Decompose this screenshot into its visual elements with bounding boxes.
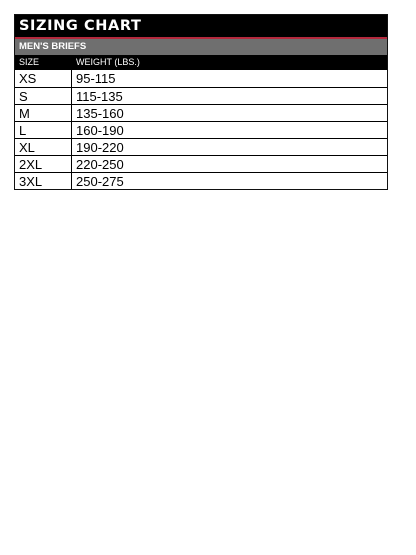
table-row xyxy=(15,87,387,104)
table-row xyxy=(15,121,387,138)
table-row xyxy=(15,155,387,172)
table-row xyxy=(15,172,387,189)
size-column-header: SIZE xyxy=(15,55,72,70)
size-rows xyxy=(15,70,387,189)
size-cell: S xyxy=(15,88,72,104)
column-header-row xyxy=(15,55,387,70)
weight-cell: 220-250 xyxy=(76,157,124,172)
weight-column-header: WEIGHT (LBS.) xyxy=(76,57,140,67)
table-row xyxy=(15,104,387,121)
table-row xyxy=(15,70,387,87)
size-cell: XS xyxy=(15,70,72,87)
weight-cell: 190-220 xyxy=(76,140,124,155)
chart-title: SIZING CHART xyxy=(15,15,387,39)
weight-cell: 160-190 xyxy=(76,123,124,138)
table-row xyxy=(15,138,387,155)
size-cell: M xyxy=(15,105,72,121)
size-cell: L xyxy=(15,122,72,138)
weight-cell: 250-275 xyxy=(76,174,124,189)
chart-subtitle: MEN'S BRIEFS xyxy=(15,39,387,55)
sizing-chart xyxy=(14,14,388,190)
weight-cell: 135-160 xyxy=(76,106,124,121)
weight-cell: 95-115 xyxy=(76,71,116,86)
size-cell: XL xyxy=(15,139,72,155)
weight-cell: 115-135 xyxy=(76,89,123,104)
size-cell: 3XL xyxy=(15,173,72,189)
size-cell: 2XL xyxy=(15,156,72,172)
